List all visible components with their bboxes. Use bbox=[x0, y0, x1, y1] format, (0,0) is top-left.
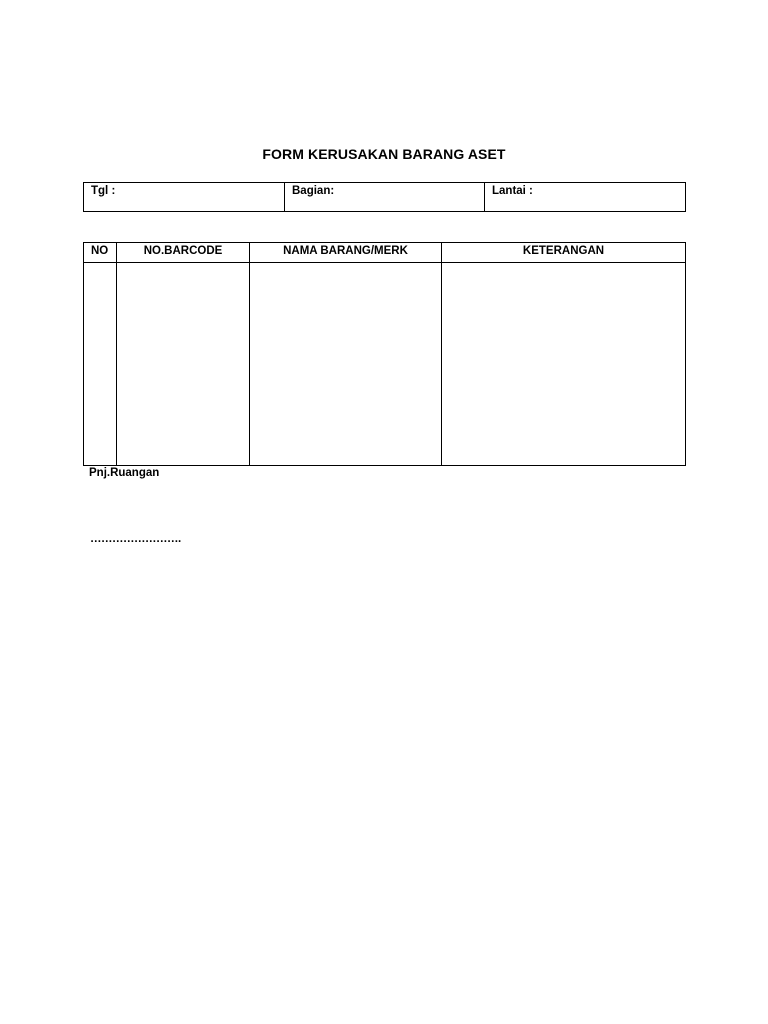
cell-nama-barang[interactable] bbox=[250, 263, 442, 466]
header-keterangan: KETERANGAN bbox=[442, 243, 686, 263]
info-table bbox=[83, 182, 686, 212]
cell-barcode[interactable] bbox=[117, 263, 250, 466]
signature-line: ……………………. bbox=[90, 533, 181, 545]
bagian-field[interactable] bbox=[285, 183, 485, 212]
items-body-row bbox=[84, 263, 686, 466]
header-no: NO bbox=[84, 243, 117, 263]
tgl-field[interactable] bbox=[84, 183, 285, 212]
lantai-field[interactable] bbox=[485, 183, 686, 212]
info-row bbox=[84, 183, 686, 212]
cell-no[interactable] bbox=[84, 263, 117, 466]
form-title: FORM KERUSAKAN BARANG ASET bbox=[262, 146, 506, 162]
header-barcode: NO.BARCODE bbox=[117, 243, 250, 263]
items-header-row bbox=[84, 243, 686, 263]
header-nama-barang: NAMA BARANG/MERK bbox=[250, 243, 442, 263]
tgl-label: Tgl : bbox=[91, 185, 116, 197]
cell-keterangan[interactable] bbox=[442, 263, 686, 466]
lantai-label: Lantai : bbox=[492, 185, 533, 197]
pnj-ruangan-label: Pnj.Ruangan bbox=[89, 467, 160, 479]
items-table bbox=[83, 242, 686, 466]
bagian-label: Bagian: bbox=[292, 185, 335, 197]
